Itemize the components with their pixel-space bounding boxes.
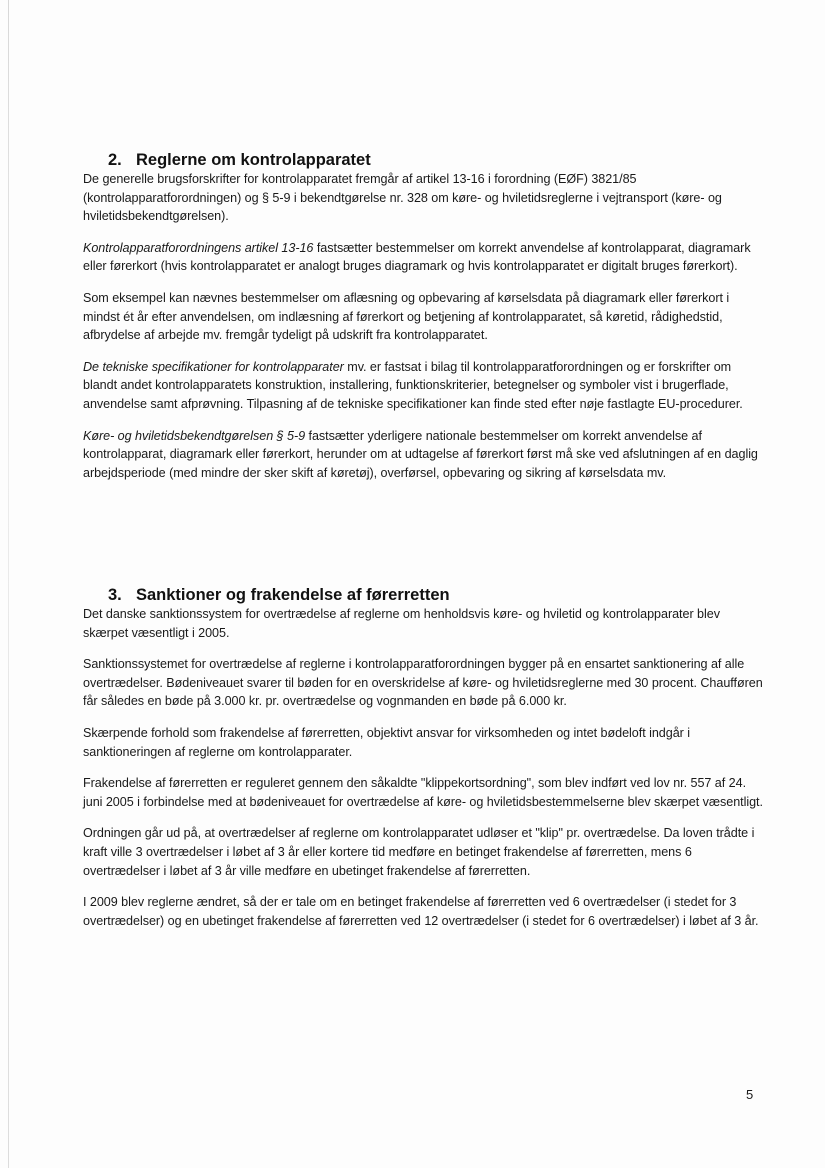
section-number: 3.: [108, 586, 122, 604]
paragraph-text: mv. er fastsat i bilag til kontrolapparatforordningen og er forskrifter om blandt andet kontrolapparatets konstruktion, installering, funktionskriterier, betegnelser og symboler vist i brugerflade, anvendelse samt afprøvning. Tilpasning af de tekniske specifikationer kan finde sted efter nøje fastlagte EU-procedurer.: [83, 359, 743, 411]
paragraph-text: Sanktionssystemet for overtrædelse af reglerne i kontrolapparatforordningen bygger på en ensartet sanktionering af alle overtrædelser. Bødeniveauet svarer til bøden for en overskridelse af køre- og hviletidsreglerne med 30 procent. Chaufføren får således en bøde på 3.000 kr. pr. overtrædelse og vognmanden en bøde på 6.000 kr.: [83, 657, 763, 709]
paragraph: [83, 655, 763, 711]
section-sanktioner: [83, 585, 763, 943]
paragraph: [83, 774, 763, 811]
paragraph-italic-lead: Kontrolapparatforordningens artikel 13-16: [83, 240, 314, 255]
paragraph: [83, 358, 763, 414]
paragraph-italic-lead: Køre- og hviletidsbekendtgørelsen § 5-9: [83, 428, 306, 443]
section-number: 2.: [108, 151, 122, 169]
paragraph-italic-lead: De tekniske specifikationer for kontrolapparater: [83, 359, 344, 374]
paragraph: [83, 427, 763, 483]
page-number: 5: [746, 1087, 754, 1102]
section-heading: [83, 150, 763, 170]
paragraph-text: fastsætter yderligere nationale bestemmelser om korrekt anvendelse af kontrolapparat, diagramark eller førerkort, herunder om at udtagelse af førerkort først må ske ved afslutningen af en daglig arbejdsperiode (med mindre der sker skift af køretøj), overførsel, opbevaring og sikring af kørselsdata mv.: [83, 428, 758, 480]
section-title: Reglerne om kontrolapparatet: [136, 151, 371, 169]
paragraph: [83, 289, 763, 345]
paragraph: [83, 239, 763, 276]
paragraph: [83, 824, 763, 880]
paragraph: [83, 170, 763, 226]
paragraph-text: Det danske sanktionssystem for overtrædelse af reglerne om henholdsvis køre- og hviletid og kontrolapparater blev skærpet væsentligt i 2005.: [83, 607, 720, 640]
paragraph-text: Ordningen går ud på, at overtrædelser af reglerne om kontrolapparatet udløser et "klip" pr. overtrædelse. Da loven trådte i kraft ville 3 overtrædelser i løbet af 3 år eller kortere tid medføre en betinget frakendelse af førerretten, mens 6 overtrædelser i løbet af 3 år ville medføre en ubetinget frakendelse af førerretten.: [83, 826, 755, 878]
paragraph-text: fastsætter bestemmelser om korrekt anvendelse af kontrolapparat, diagramark eller førerkort (hvis kontrolapparatet er analogt bruges diagramark og hvis kontrolapparatet er digitalt bruges førerkort).: [83, 240, 751, 274]
section-heading: [83, 585, 763, 605]
paragraph: [83, 605, 763, 642]
paragraph: [83, 724, 763, 761]
paragraph: [83, 893, 763, 930]
paragraph-text: Som eksempel kan nævnes bestemmelser om aflæsning og opbevaring af kørselsdata på diagramark eller førerkort i mindst ét år efter anvendelsen, om indlæsning af førerkort og betjening af kontrolapparatet, så køretid, rådighedstid, afbrydelse af arbejde mv. fremgår tydeligt på udskrift fra kontrolapparatet.: [83, 290, 730, 343]
scan-edge-line: [8, 0, 9, 1168]
section-kontrolapparatet: [83, 150, 763, 495]
paragraph-text: I 2009 blev reglerne ændret, så der er tale om en betinget frakendelse af førerretten ved 6 overtrædelser (i stedet for 3 overtrædelser) og en ubetinget frakendelse af førerretten ved 12 overtrædelser (i stedet for 6 overtrædelser) i løbet af 3 år.: [83, 895, 759, 928]
paragraph-text: De generelle brugsforskrifter for kontrolapparatet fremgår af artikel 13-16 i forordning (EØF) 3821/85 (kontrolapparatforordningen) og § 5-9 i bekendtgørelse nr. 328 om køre- og hviletidsreglerne i vejtransport (køre- og hviletidsbekendtgørelsen).: [83, 172, 722, 224]
paragraph-text: Skærpende forhold som frakendelse af førerretten, objektivt ansvar for virksomheden og intet bødeloft indgår i sanktioneringen af reglerne om kontrolapparater.: [83, 725, 691, 759]
paragraph-text: Frakendelse af førerretten er reguleret gennem den såkaldte "klippekortsordning", som blev indført ved lov nr. 557 af 24. juni 2005 i forbindelse med at bødeniveauet for overtrædelse af køre- og hviletidsbestemmelserne blev skærpet væsentligt.: [83, 776, 763, 809]
section-title: Sanktioner og frakendelse af førerretten: [136, 586, 450, 604]
